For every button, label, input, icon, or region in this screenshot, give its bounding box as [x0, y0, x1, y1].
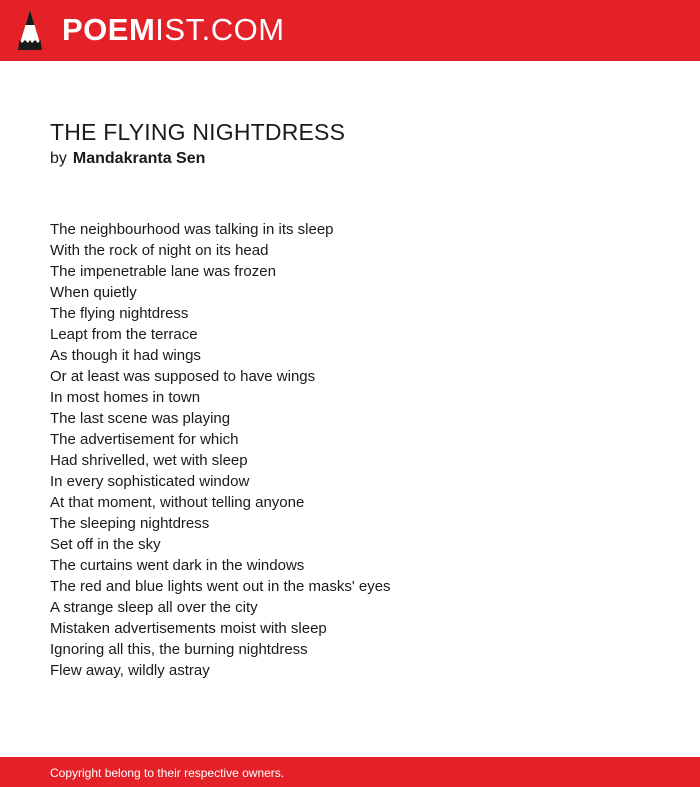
poem-line: The flying nightdress	[50, 305, 189, 322]
site-logo[interactable]	[62, 12, 285, 48]
poem-line: The curtains went dark in the windows	[50, 557, 305, 574]
site-footer	[0, 757, 700, 787]
poem-line: The red and blue lights went out in the masks' eyes	[50, 578, 391, 595]
poem-line: Mistaken advertisements moist with sleep	[50, 620, 327, 637]
poem-line: A strange sleep all over the city	[50, 599, 258, 616]
byline	[50, 148, 205, 170]
poem-line: With the rock of night on its head	[50, 242, 269, 259]
poem-line: At that moment, without telling anyone	[50, 494, 305, 511]
poem-line: As though it had wings	[50, 347, 201, 364]
poem-line: In most homes in town	[50, 389, 201, 406]
site-header	[0, 0, 700, 61]
poem-line: Set off in the sky	[50, 536, 161, 553]
poem-line: The sleeping nightdress	[50, 515, 210, 532]
poem-line: The impenetrable lane was frozen	[50, 263, 276, 280]
poem-body	[50, 219, 391, 681]
poem-line: The advertisement for which	[50, 431, 239, 448]
poem-line: The last scene was playing	[50, 410, 231, 427]
poem-line: In every sophisticated window	[50, 473, 250, 490]
logo-text-bold: POEM	[62, 12, 156, 47]
poem-line: Or at least was supposed to have wings	[50, 368, 316, 385]
poem-title: THE FLYING NIGHTDRESS	[50, 119, 346, 145]
poem-line: When quietly	[50, 284, 137, 301]
poem-line: Flew away, wildly astray	[50, 662, 210, 679]
poem-line: Had shrivelled, wet with sleep	[50, 452, 248, 469]
copyright-notice: Copyright belong to their respective owners.	[50, 766, 285, 780]
pencil-tip-icon	[18, 10, 42, 50]
logo-text-light: IST.COM	[155, 12, 285, 47]
poem-line: Ignoring all this, the burning nightdress	[50, 641, 308, 658]
poem-line: Leapt from the terrace	[50, 326, 198, 343]
byline-label: by	[50, 150, 67, 167]
author-name: Mandakranta Sen	[72, 150, 206, 167]
poem-line: The neighbourhood was talking in its sleep	[50, 221, 334, 238]
